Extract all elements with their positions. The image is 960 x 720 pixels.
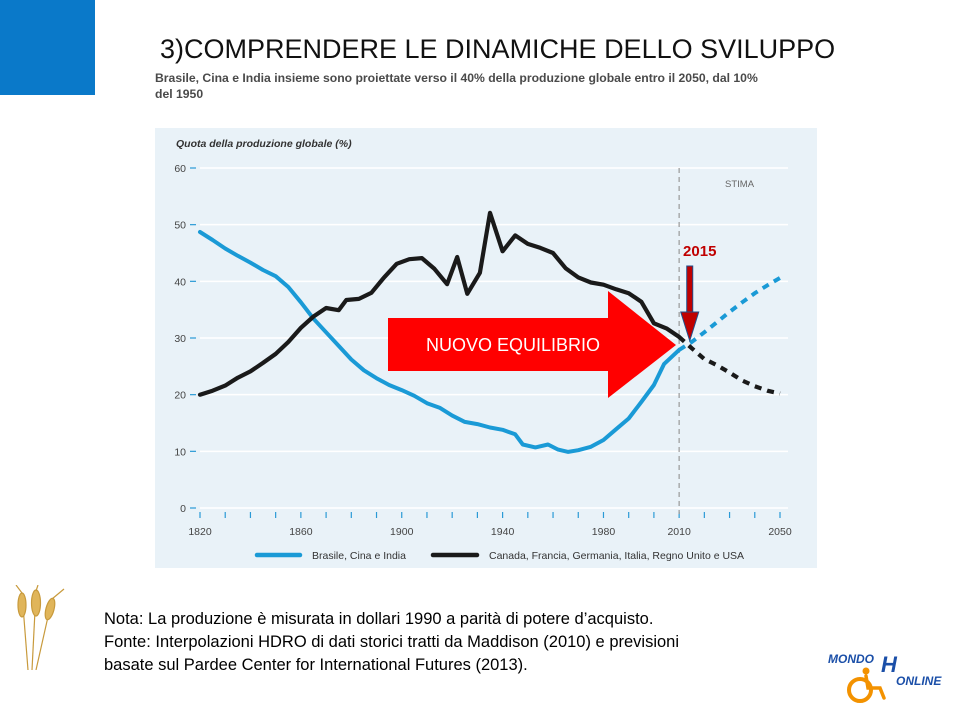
x-tick-label: 1900	[390, 526, 414, 538]
footnote-line-3: basate sul Pardee Center for International Futures (2013).	[104, 656, 528, 674]
arrow-label: NUOVO EQUILIBRIO	[425, 335, 601, 355]
chart-title-line-1: Brasile, Cina e India insieme sono proiettate verso il 40% della produzione globale entro il 2050, dal 10%	[155, 71, 758, 85]
year-marker-shaft	[687, 266, 693, 314]
y-tick-label: 30	[174, 333, 186, 345]
x-tick-label: 1940	[490, 526, 515, 538]
mondo-h-online-logo	[826, 648, 951, 708]
y-tick-label: 10	[174, 446, 186, 459]
logo-letter: H	[881, 652, 897, 677]
x-tick-label: 2050	[768, 526, 792, 538]
footnote	[104, 608, 804, 677]
series-projection-2	[679, 337, 780, 394]
y-tick-label: 20	[174, 389, 186, 402]
x-tick-label: 2010	[667, 526, 691, 538]
estimate-label: STIMA	[725, 179, 755, 190]
logo-text-bottom: ONLINE	[896, 674, 942, 688]
x-tick-label: 1820	[188, 526, 212, 538]
wheat-icon	[8, 585, 78, 670]
logo-text-top: MONDO	[828, 652, 874, 666]
legend-label-1: Brasile, Cina e India	[312, 550, 406, 562]
footnote-line-1: Nota: La produzione è misurata in dollari 1990 a parità di potere d’acquisto.	[104, 610, 654, 628]
slide-title: 3)COMPRENDERE LE DINAMICHE DELLO SVILUPPO	[160, 34, 836, 64]
y-tick-label: 40	[174, 276, 186, 289]
chart-title-line-2: del 1950	[155, 87, 204, 101]
x-tick-label: 1980	[591, 526, 616, 538]
x-tick-label: 1860	[289, 526, 313, 538]
y-tick-label: 60	[174, 163, 186, 175]
y-tick-label: 0	[180, 503, 186, 515]
year-marker-label: 2015	[683, 243, 717, 260]
footnote-line-2: Fonte: Interpolazioni HDRO di dati storici tratti da Maddison (2010) e previsioni	[104, 633, 680, 651]
legend-label-2: Canada, Francia, Germania, Italia, Regno Unito e USA	[489, 550, 745, 562]
y-axis-label: Quota della produzione globale (%)	[176, 138, 352, 150]
y-tick-label: 50	[174, 219, 186, 232]
year-marker-head	[681, 312, 699, 341]
wheelchair-icon	[844, 666, 894, 706]
